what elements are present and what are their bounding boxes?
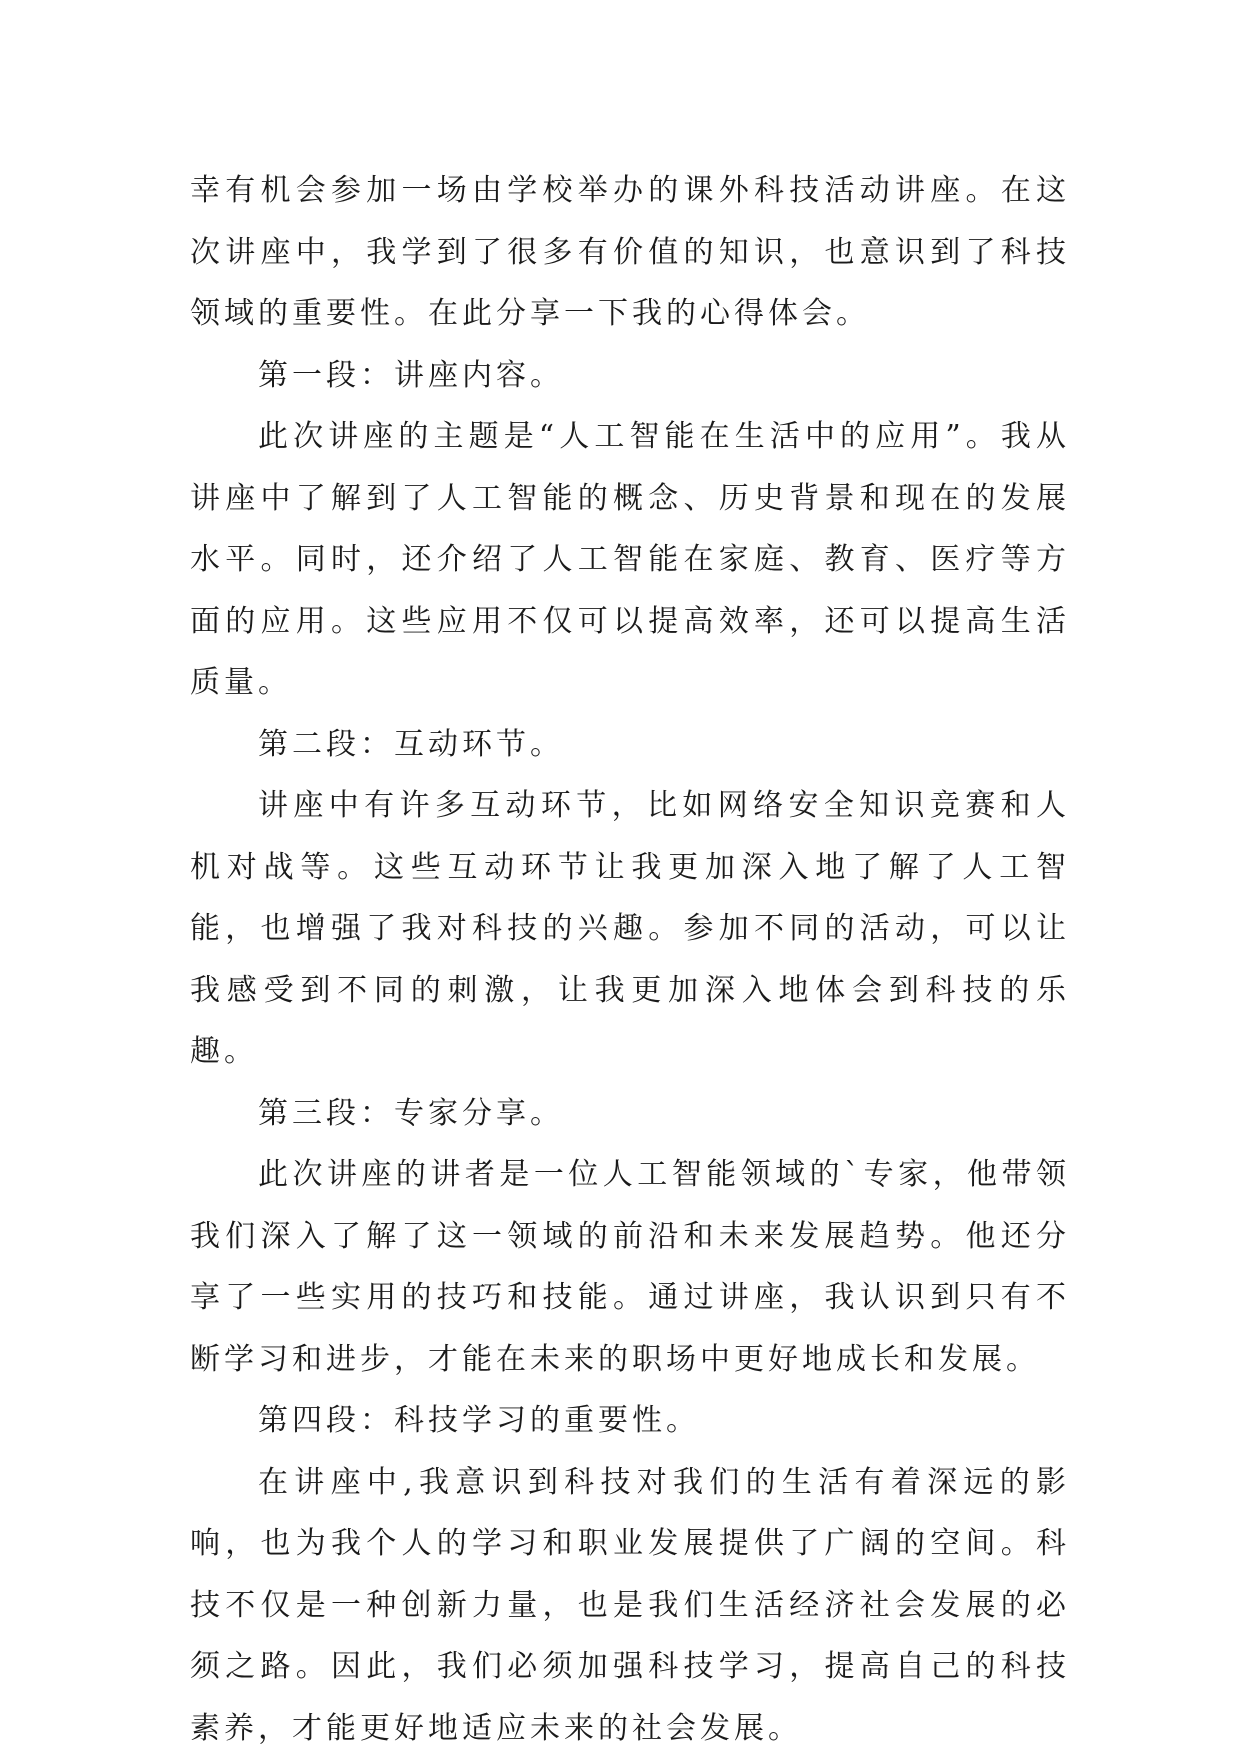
section-heading-1: 第一段：讲座内容。 (190, 345, 1070, 407)
document-body (190, 160, 1070, 1759)
paragraph-expert-sharing: 此次讲座的讲者是一位人工智能领域的`专家，他带领我们深入了解了这一领域的前沿和未来发展趋势。他还分享了一些实用的技巧和技能。通过讲座，我认识到只有不断学习和进步，才能在未来的职场中更好地成长和发展。 (190, 1144, 1070, 1390)
paragraph-interaction: 讲座中有许多互动环节，比如网络安全知识竞赛和人机对战等。这些互动环节让我更加深入地了解了人工智能，也增强了我对科技的兴趣。参加不同的活动，可以让我感受到不同的刺激，让我更加深入地体会到科技的乐趣。 (190, 775, 1070, 1083)
section-heading-4: 第四段：科技学习的重要性。 (190, 1390, 1070, 1452)
section-heading-2: 第二段：互动环节。 (190, 714, 1070, 776)
section-heading-3: 第三段：专家分享。 (190, 1083, 1070, 1145)
paragraph-tech-importance: 在讲座中,我意识到科技对我们的生活有着深远的影响，也为我个人的学习和职业发展提供了广阔的空间。科技不仅是一种创新力量，也是我们生活经济社会发展的必须之路。因此，我们必须加强科技学习，提高自己的科技素养，才能更好地适应未来的社会发展。 (190, 1452, 1070, 1759)
paragraph-lecture-content: 此次讲座的主题是“人工智能在生活中的应用”。我从讲座中了解到了人工智能的概念、历史背景和现在的发展水平。同时，还介绍了人工智能在家庭、教育、医疗等方面的应用。这些应用不仅可以提高效率，还可以提高生活质量。 (190, 406, 1070, 714)
paragraph-intro: 幸有机会参加一场由学校举办的课外科技活动讲座。在这次讲座中，我学到了很多有价值的知识，也意识到了科技领域的重要性。在此分享一下我的心得体会。 (190, 160, 1070, 345)
